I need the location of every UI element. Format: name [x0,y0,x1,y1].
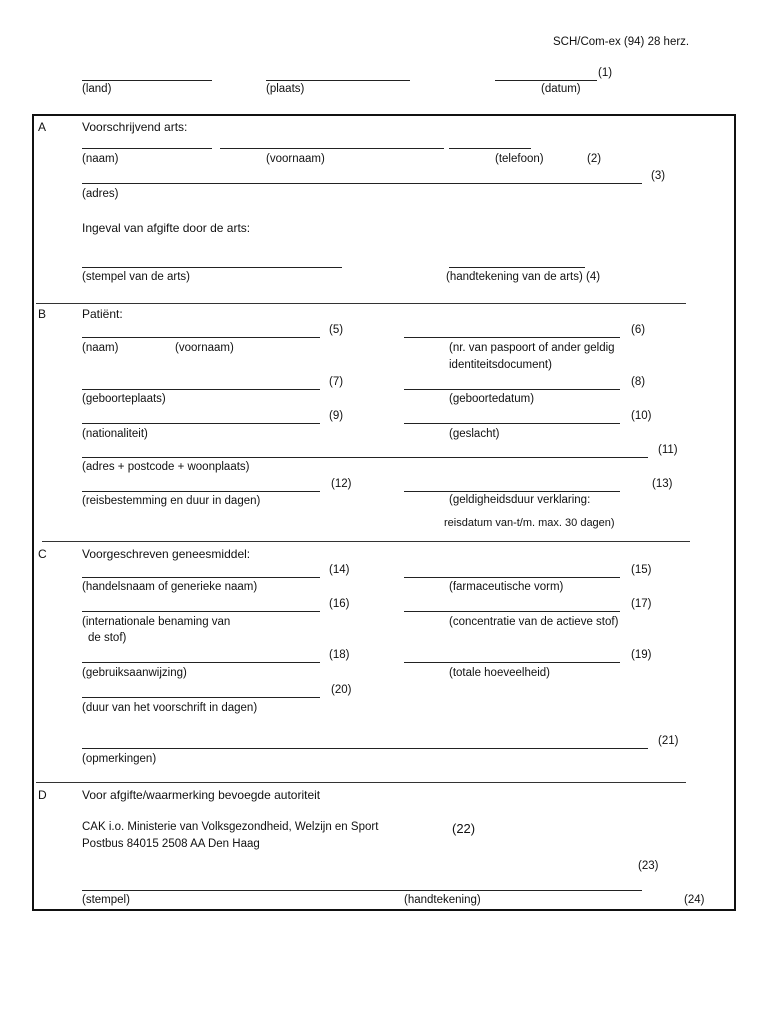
land-label: (land) [82,83,112,95]
num-20: (20) [331,684,352,696]
num-17: (17) [631,598,652,610]
reisbestemming-label: (reisbestemming en duur in dagen) [82,495,261,507]
totale-hoeveelheid-label: (totale hoeveelheid) [449,667,551,679]
section-a-letter: A [38,120,47,134]
patient-naam-field[interactable] [82,337,320,338]
section-separator-cd [36,782,686,783]
num-14: (14) [329,564,350,576]
num-22: (22) [452,821,476,836]
arts-adres-field[interactable] [82,183,642,184]
plaats-field[interactable] [266,80,410,81]
num-10: (10) [631,410,652,422]
reisbestemming-field[interactable] [82,491,320,492]
internationale-benaming-label-2: de stof) [88,632,127,644]
nationaliteit-label: (nationaliteit) [82,428,148,440]
concentratie-field[interactable] [404,611,620,612]
patient-voornaam-label: (voornaam) [175,342,234,354]
num-8: (8) [631,376,646,388]
arts-voornaam-field[interactable] [220,148,444,149]
duur-voorschrift-label: (duur van het voorschrift in dagen) [82,702,258,714]
opmerkingen-label: (opmerkingen) [82,753,157,765]
arts-voornaam-label: (voornaam) [266,153,325,165]
handelsnaam-label: (handelsnaam of generieke naam) [82,581,258,593]
section-a-title: Voorschrijvend arts: [82,120,188,134]
plaats-label: (plaats) [266,83,305,95]
num-12: (12) [331,478,352,490]
authority-address-line-2: Postbus 84015 2508 AA Den Haag [82,838,260,850]
arts-naam-field[interactable] [82,148,212,149]
farmaceutische-vorm-field[interactable] [404,577,620,578]
concentratie-label: (concentratie van de actieve stof) [449,616,619,628]
num-6: (6) [631,324,646,336]
arts-naam-label: (naam) [82,153,119,165]
arts-stempel-field[interactable] [82,267,342,268]
section-c-letter: C [38,547,47,561]
farmaceutische-vorm-label: (farmaceutische vorm) [449,581,564,593]
gebruiksaanwijzing-field[interactable] [82,662,320,663]
num-23: (23) [638,860,659,872]
num-7: (7) [329,376,344,388]
arts-adres-number: (3) [651,170,666,182]
section-d-title: Voor afgifte/waarmerking bevoegde autoriteit [82,788,321,802]
patient-naam-label: (naam) [82,342,119,354]
opmerkingen-field[interactable] [82,748,648,749]
section-d-letter: D [38,788,47,802]
arts-telefoon-field[interactable] [449,148,531,149]
num-18: (18) [329,649,350,661]
nationaliteit-field[interactable] [82,423,320,424]
gebruiksaanwijzing-label: (gebruiksaanwijzing) [82,667,187,679]
internationale-benaming-field[interactable] [82,611,320,612]
section-b-letter: B [38,307,47,321]
authority-address-line-1: CAK i.o. Ministerie van Volksgezondheid, Welzijn en Sport [82,821,379,833]
geboorteplaats-field[interactable] [82,389,320,390]
geslacht-field[interactable] [404,423,620,424]
section-b-title: Patiënt: [82,307,123,321]
num-16: (16) [329,598,350,610]
datum-number: (1) [598,67,613,79]
section-c-title: Voorgeschreven geneesmiddel: [82,547,251,561]
section-separator-bc [42,541,690,542]
arts-adres-label: (adres) [82,188,119,200]
autoriteit-stempel-label: (stempel) [82,894,130,906]
totale-hoeveelheid-field[interactable] [404,662,620,663]
handelsnaam-field[interactable] [82,577,320,578]
datum-field[interactable] [495,80,597,81]
num-21: (21) [658,735,679,747]
datum-label: (datum) [541,83,581,95]
duur-voorschrift-field[interactable] [82,697,320,698]
arts-telefoon-number: (2) [587,153,602,165]
num-13: (13) [652,478,673,490]
paspoort-label-1: (nr. van paspoort of ander geldig [449,342,615,354]
autoriteit-stempel-handtekening-field[interactable] [82,890,642,891]
num-9: (9) [329,410,344,422]
geboortedatum-field[interactable] [404,389,620,390]
geboortedatum-label: (geboortedatum) [449,393,535,405]
geboorteplaats-label: (geboorteplaats) [82,393,166,405]
patient-adres-label: (adres + postcode + woonplaats) [82,461,250,473]
land-field[interactable] [82,80,212,81]
num-19: (19) [631,649,652,661]
num-24: (24) [684,894,705,906]
paspoort-label-2: identiteitsdocument) [449,359,552,371]
afgifte-text: Ingeval van afgifte door de arts: [82,221,251,235]
num-5: (5) [329,324,344,336]
arts-handtekening-label: (handtekening van de arts) (4) [446,271,601,283]
patient-adres-field[interactable] [82,457,648,458]
reference-code: SCH/Com-ex (94) 28 herz. [553,36,690,48]
section-separator-ab [36,303,686,304]
geldigheidsduur-label-2: reisdatum van-t/m. max. 30 dagen) [444,517,615,529]
arts-telefoon-label: (telefoon) [495,153,544,165]
arts-handtekening-field[interactable] [449,267,585,268]
geslacht-label: (geslacht) [449,428,500,440]
autoriteit-handtekening-label: (handtekening) [404,894,481,906]
paspoort-field[interactable] [404,337,620,338]
geldigheidsduur-label-1: (geldigheidsduur verklaring: [449,494,591,506]
geldigheidsduur-field[interactable] [404,491,620,492]
num-11: (11) [658,444,678,456]
num-15: (15) [631,564,652,576]
internationale-benaming-label-1: (internationale benaming van [82,616,231,628]
arts-stempel-label: (stempel van de arts) [82,271,191,283]
